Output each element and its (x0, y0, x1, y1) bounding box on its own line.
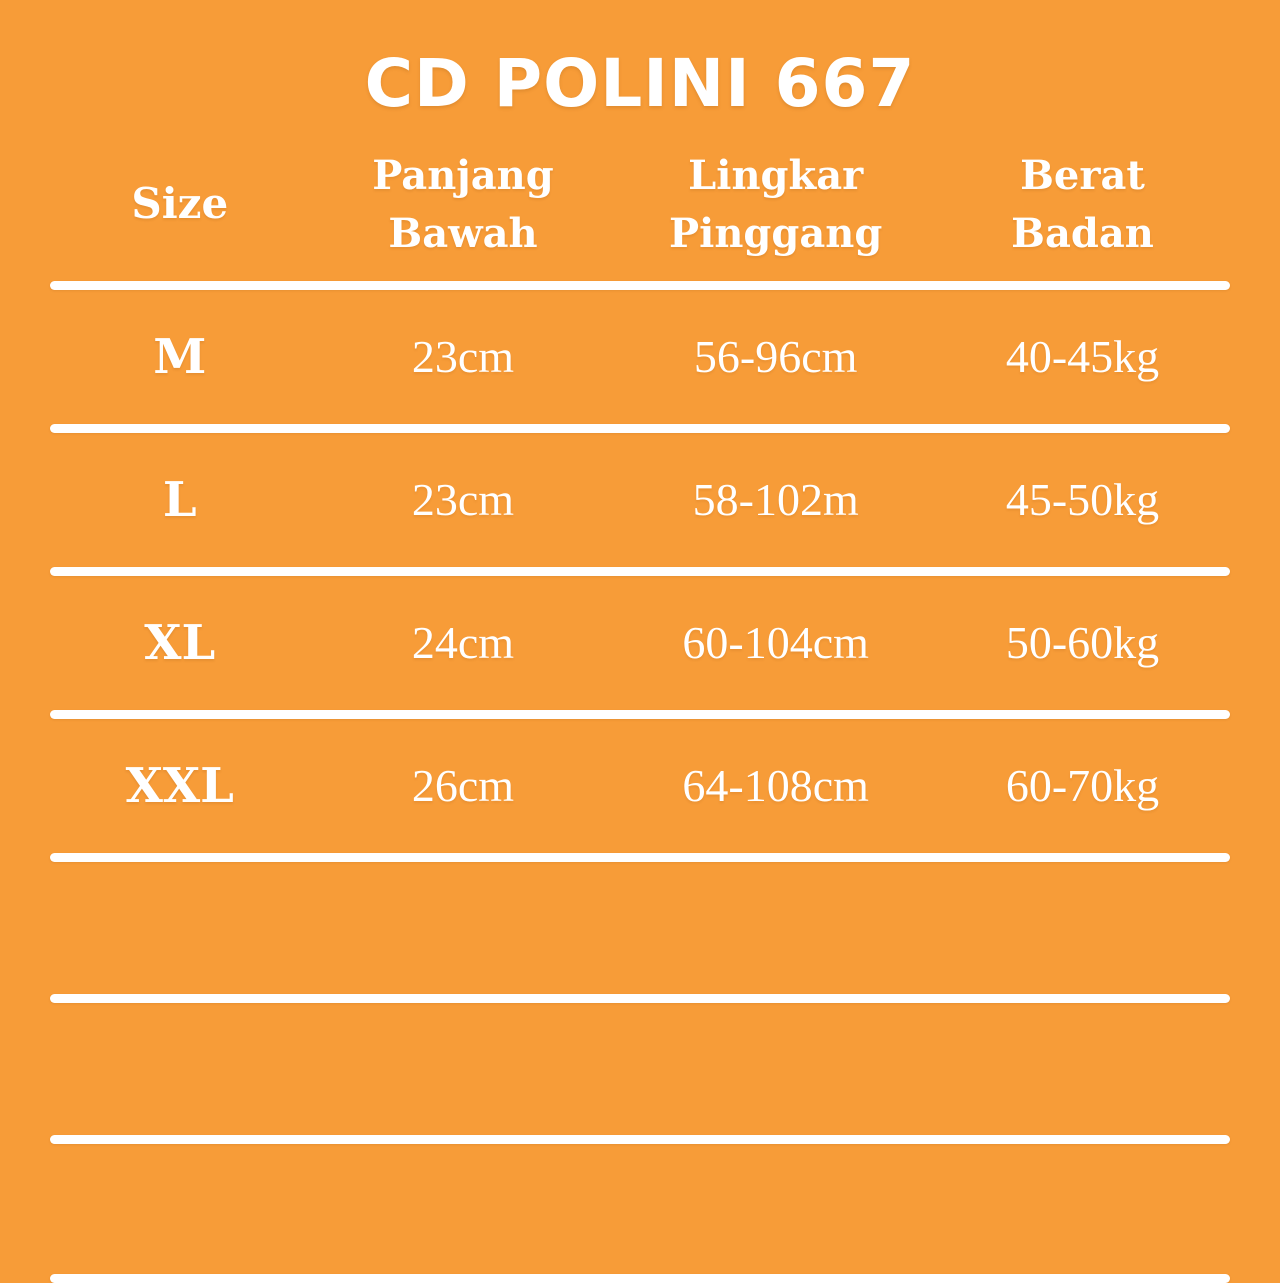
row-berat-badan: 60-70kg (1005, 760, 1160, 812)
row-size-label: XL (144, 614, 216, 671)
column-header-panjang-bawah-line2: Bawah (388, 209, 538, 257)
table-row (50, 719, 1230, 853)
divider-line (50, 424, 1230, 433)
row-berat-badan: 50-60kg (1005, 617, 1160, 669)
size-row-xl-table (50, 576, 1230, 710)
row-berat-badan: 45-50kg (1005, 474, 1160, 526)
size-row-l-table (50, 433, 1230, 567)
table-header-row (50, 147, 1230, 281)
divider-after-xxl (50, 853, 1230, 862)
divider-line (50, 1135, 1230, 1144)
divider-line (50, 567, 1230, 576)
divider-line (50, 994, 1230, 1003)
divider-after-xl (50, 710, 1230, 719)
table-row (50, 290, 1230, 424)
empty-rows-area (0, 862, 1280, 1283)
size-chart-table (50, 147, 1230, 281)
column-header-berat-badan-line1: Berat (1020, 151, 1145, 199)
row-lingkar-pinggang: 58-102m (692, 474, 859, 526)
row-panjang-bawah: 23cm (411, 331, 515, 383)
column-header-berat-badan-line2: Badan (1011, 209, 1154, 257)
divider-line (50, 281, 1230, 290)
divider-empty-1 (50, 994, 1230, 1003)
divider-line (50, 853, 1230, 862)
divider-after-m (50, 424, 1230, 433)
column-header-panjang-bawah (310, 147, 617, 281)
column-header-lingkar-pinggang (616, 147, 935, 281)
divider-line (50, 710, 1230, 719)
table-row (50, 433, 1230, 567)
row-berat-badan: 40-45kg (1005, 331, 1160, 383)
divider-after-l (50, 567, 1230, 576)
row-lingkar-pinggang: 56-96cm (693, 331, 858, 383)
column-header-panjang-bawah-line1: Panjang (372, 151, 554, 199)
row-panjang-bawah: 23cm (411, 474, 515, 526)
table-row (50, 576, 1230, 710)
size-row-xxl-table (50, 719, 1230, 853)
page-title: CD POLINI 667 (364, 45, 916, 122)
row-lingkar-pinggang: 60-104cm (682, 617, 869, 669)
column-header-size-line1: Size (131, 179, 229, 229)
row-panjang-bawah: 24cm (411, 617, 515, 669)
table-header (50, 147, 1230, 281)
column-header-lingkar-pinggang-line1: Lingkar (688, 151, 864, 199)
column-header-lingkar-pinggang-line2: Pinggang (669, 209, 883, 257)
row-panjang-bawah: 26cm (411, 760, 515, 812)
divider-empty-3 (50, 1274, 1230, 1283)
divider-line (50, 1274, 1230, 1283)
row-size-label: M (153, 328, 207, 385)
size-row-m-table (50, 290, 1230, 424)
divider-top (50, 281, 1230, 290)
row-size-label: XXL (125, 757, 234, 814)
row-lingkar-pinggang: 64-108cm (682, 760, 869, 812)
row-size-label: L (162, 471, 197, 528)
divider-empty-2 (50, 1135, 1230, 1144)
column-header-size (50, 147, 310, 281)
column-header-berat-badan (935, 147, 1230, 281)
